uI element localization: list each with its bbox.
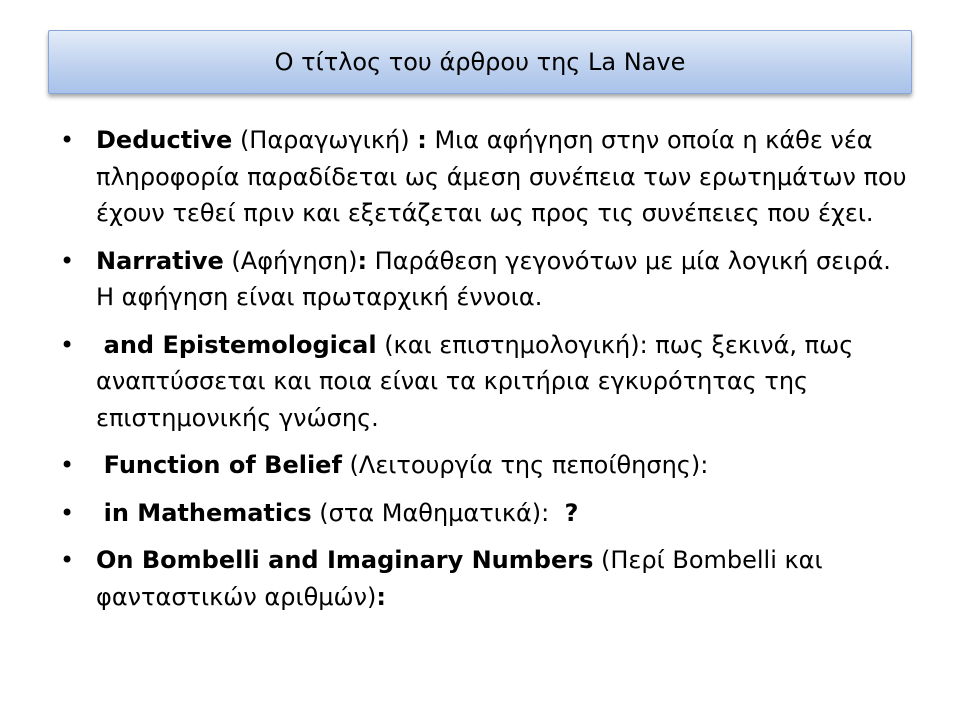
bullet-colon: :	[376, 582, 386, 611]
slide-title: Ο τίτλος του άρθρου της La Nave	[274, 48, 686, 76]
slide-title-bar	[48, 30, 912, 94]
bullet-colon: :	[357, 246, 368, 275]
bullet-description: Μια αφήγηση στην οποία η κάθε νέα πληροφορία παραδίδεται ως άμεση συνέπεια των ερωτημάτων που έχουν τεθεί πριν και εξετάζεται ως προς τις συνέπειες που έχει.	[96, 126, 907, 227]
bullet-lead-space	[96, 451, 104, 479]
bullet-item-deductive	[60, 122, 910, 232]
bullet-term: On Bombelli and Imaginary Numbers	[96, 546, 594, 574]
bullet-marker: •	[60, 126, 75, 154]
bullet-marker: •	[60, 330, 75, 359]
bullet-term: in Mathematics	[103, 498, 312, 527]
bullet-item-bombelli	[60, 542, 910, 615]
bullet-lead-space	[96, 499, 104, 527]
bullet-item-function-of-belief	[60, 447, 910, 484]
bullet-item-in-mathematics	[60, 495, 910, 532]
bullet-text: (Αφήγηση)	[223, 246, 358, 275]
bullet-text: (Παραγωγική)	[232, 126, 418, 154]
bullet-text: (Λειτουργία της πεποίθησης):	[341, 451, 709, 479]
bullet-colon: :	[417, 126, 427, 154]
bullet-description: Παράθεση γεγονότων με μία λογική σειρά. Η αφήγηση είναι πρωταρχική έννοια.	[96, 246, 891, 311]
bullet-marker: •	[60, 246, 75, 275]
bullet-marker: •	[60, 546, 75, 574]
bullet-term: and Epistemological	[103, 330, 377, 359]
bullet-text: (στα Μαθηματικά):	[311, 498, 565, 527]
bullet-term: Deductive	[96, 126, 233, 154]
bullet-marker: •	[60, 451, 75, 479]
bullet-lead-space	[96, 331, 104, 359]
bullet-term: Function of Belief	[103, 451, 342, 479]
bullet-marker: •	[60, 498, 75, 527]
bullet-term: Narrative	[96, 246, 224, 275]
bullet-question-mark: ?	[564, 498, 579, 527]
bullet-list	[60, 122, 910, 626]
bullet-text: (Περί Bombelli και φανταστικών αριθμών)	[96, 546, 823, 611]
bullet-item-epistemological	[60, 327, 910, 437]
bullet-text: (και επιστημολογική): πως ξεκινά, πως αναπτύσσεται και ποια είναι τα κριτήρια εγκυρότητας της επιστημονικής γνώσης.	[96, 330, 854, 432]
bullet-item-narrative	[60, 243, 910, 316]
